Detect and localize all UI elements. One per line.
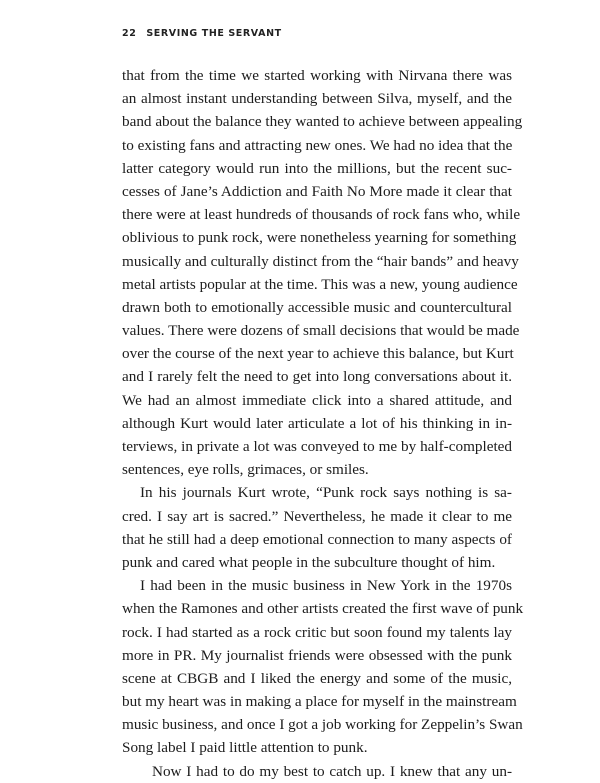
text-line: band about the balance they wanted to achieve between appealing <box>122 113 523 131</box>
text-line: metal artists popular at the time. This was a new, young audience <box>122 275 518 293</box>
text-line: Song label I paid little attention to punk. <box>122 739 368 757</box>
text-line: that he still had a deep emotional connection to many aspects of <box>122 530 512 548</box>
text-line: music business, and once I got a job working for Zeppelin’s Swan <box>122 716 523 734</box>
text-line: when the Ramones and other artists created the first wave of punk <box>122 600 524 618</box>
text-line: In his journals Kurt wrote, “Punk rock says nothing is sa- <box>140 484 512 502</box>
text-line: Now I had to do my best to catch up. I knew that any un- <box>152 762 512 780</box>
text-line: but my heart was in making a place for myself in the mainstream <box>122 693 517 711</box>
text-line: latter category would run into the millions, but the recent suc- <box>122 159 512 177</box>
text-line: to existing fans and attracting new ones. We had no idea that the <box>122 136 513 154</box>
text-line: I had been in the music business in New York in the 1970s <box>140 577 512 595</box>
page-number: 22 <box>122 28 137 39</box>
text-line: and I rarely felt the need to get into long conversations about it. <box>122 368 512 386</box>
text-line: over the course of the next year to achieve this balance, but Kurt <box>122 345 514 363</box>
text-line: sentences, eye rolls, grimaces, or smiles. <box>122 461 369 479</box>
text-line: more in PR. My journalist friends were obsessed with the punk <box>122 646 512 664</box>
text-line: cred. I say art is sacred.” Nevertheless, he made it clear to me <box>122 507 512 525</box>
text-line: rock. I had started as a rock critic but soon found my talents lay <box>122 623 512 641</box>
text-line: We had an almost immediate click into a shared attitude, and <box>122 391 512 409</box>
running-head-title: SERVING THE SERVANT <box>146 28 282 39</box>
text-line: musically and culturally distinct from the “hair bands” and heavy <box>122 252 519 270</box>
text-line: terviews, in private a lot was conveyed to me by half-completed <box>122 438 512 455</box>
text-line: although Kurt would later articulate a lot of his thinking in in- <box>122 414 512 432</box>
text-line: punk and cared what people in the subculture thought of him. <box>122 553 496 571</box>
text-line: oblivious to punk rock, were nonetheless yearning for something <box>122 229 517 247</box>
text-line: cesses of Jane’s Addiction and Faith No More made it clear that <box>122 182 512 200</box>
text-line: values. There were dozens of small decisions that would be made <box>122 322 520 340</box>
text-line: there were at least hundreds of thousands of rock fans who, while <box>122 206 521 224</box>
running-head <box>122 28 282 39</box>
text-line: scene at CBGB and I liked the energy and some of the music, <box>122 669 512 687</box>
text-line: an almost instant understanding between Silva, myself, and the <box>122 90 512 108</box>
text-line: that from the time we started working with Nirvana there was <box>122 67 512 84</box>
body-text <box>122 64 524 783</box>
text-line: drawn both to emotionally accessible music and countercultural <box>122 298 512 316</box>
